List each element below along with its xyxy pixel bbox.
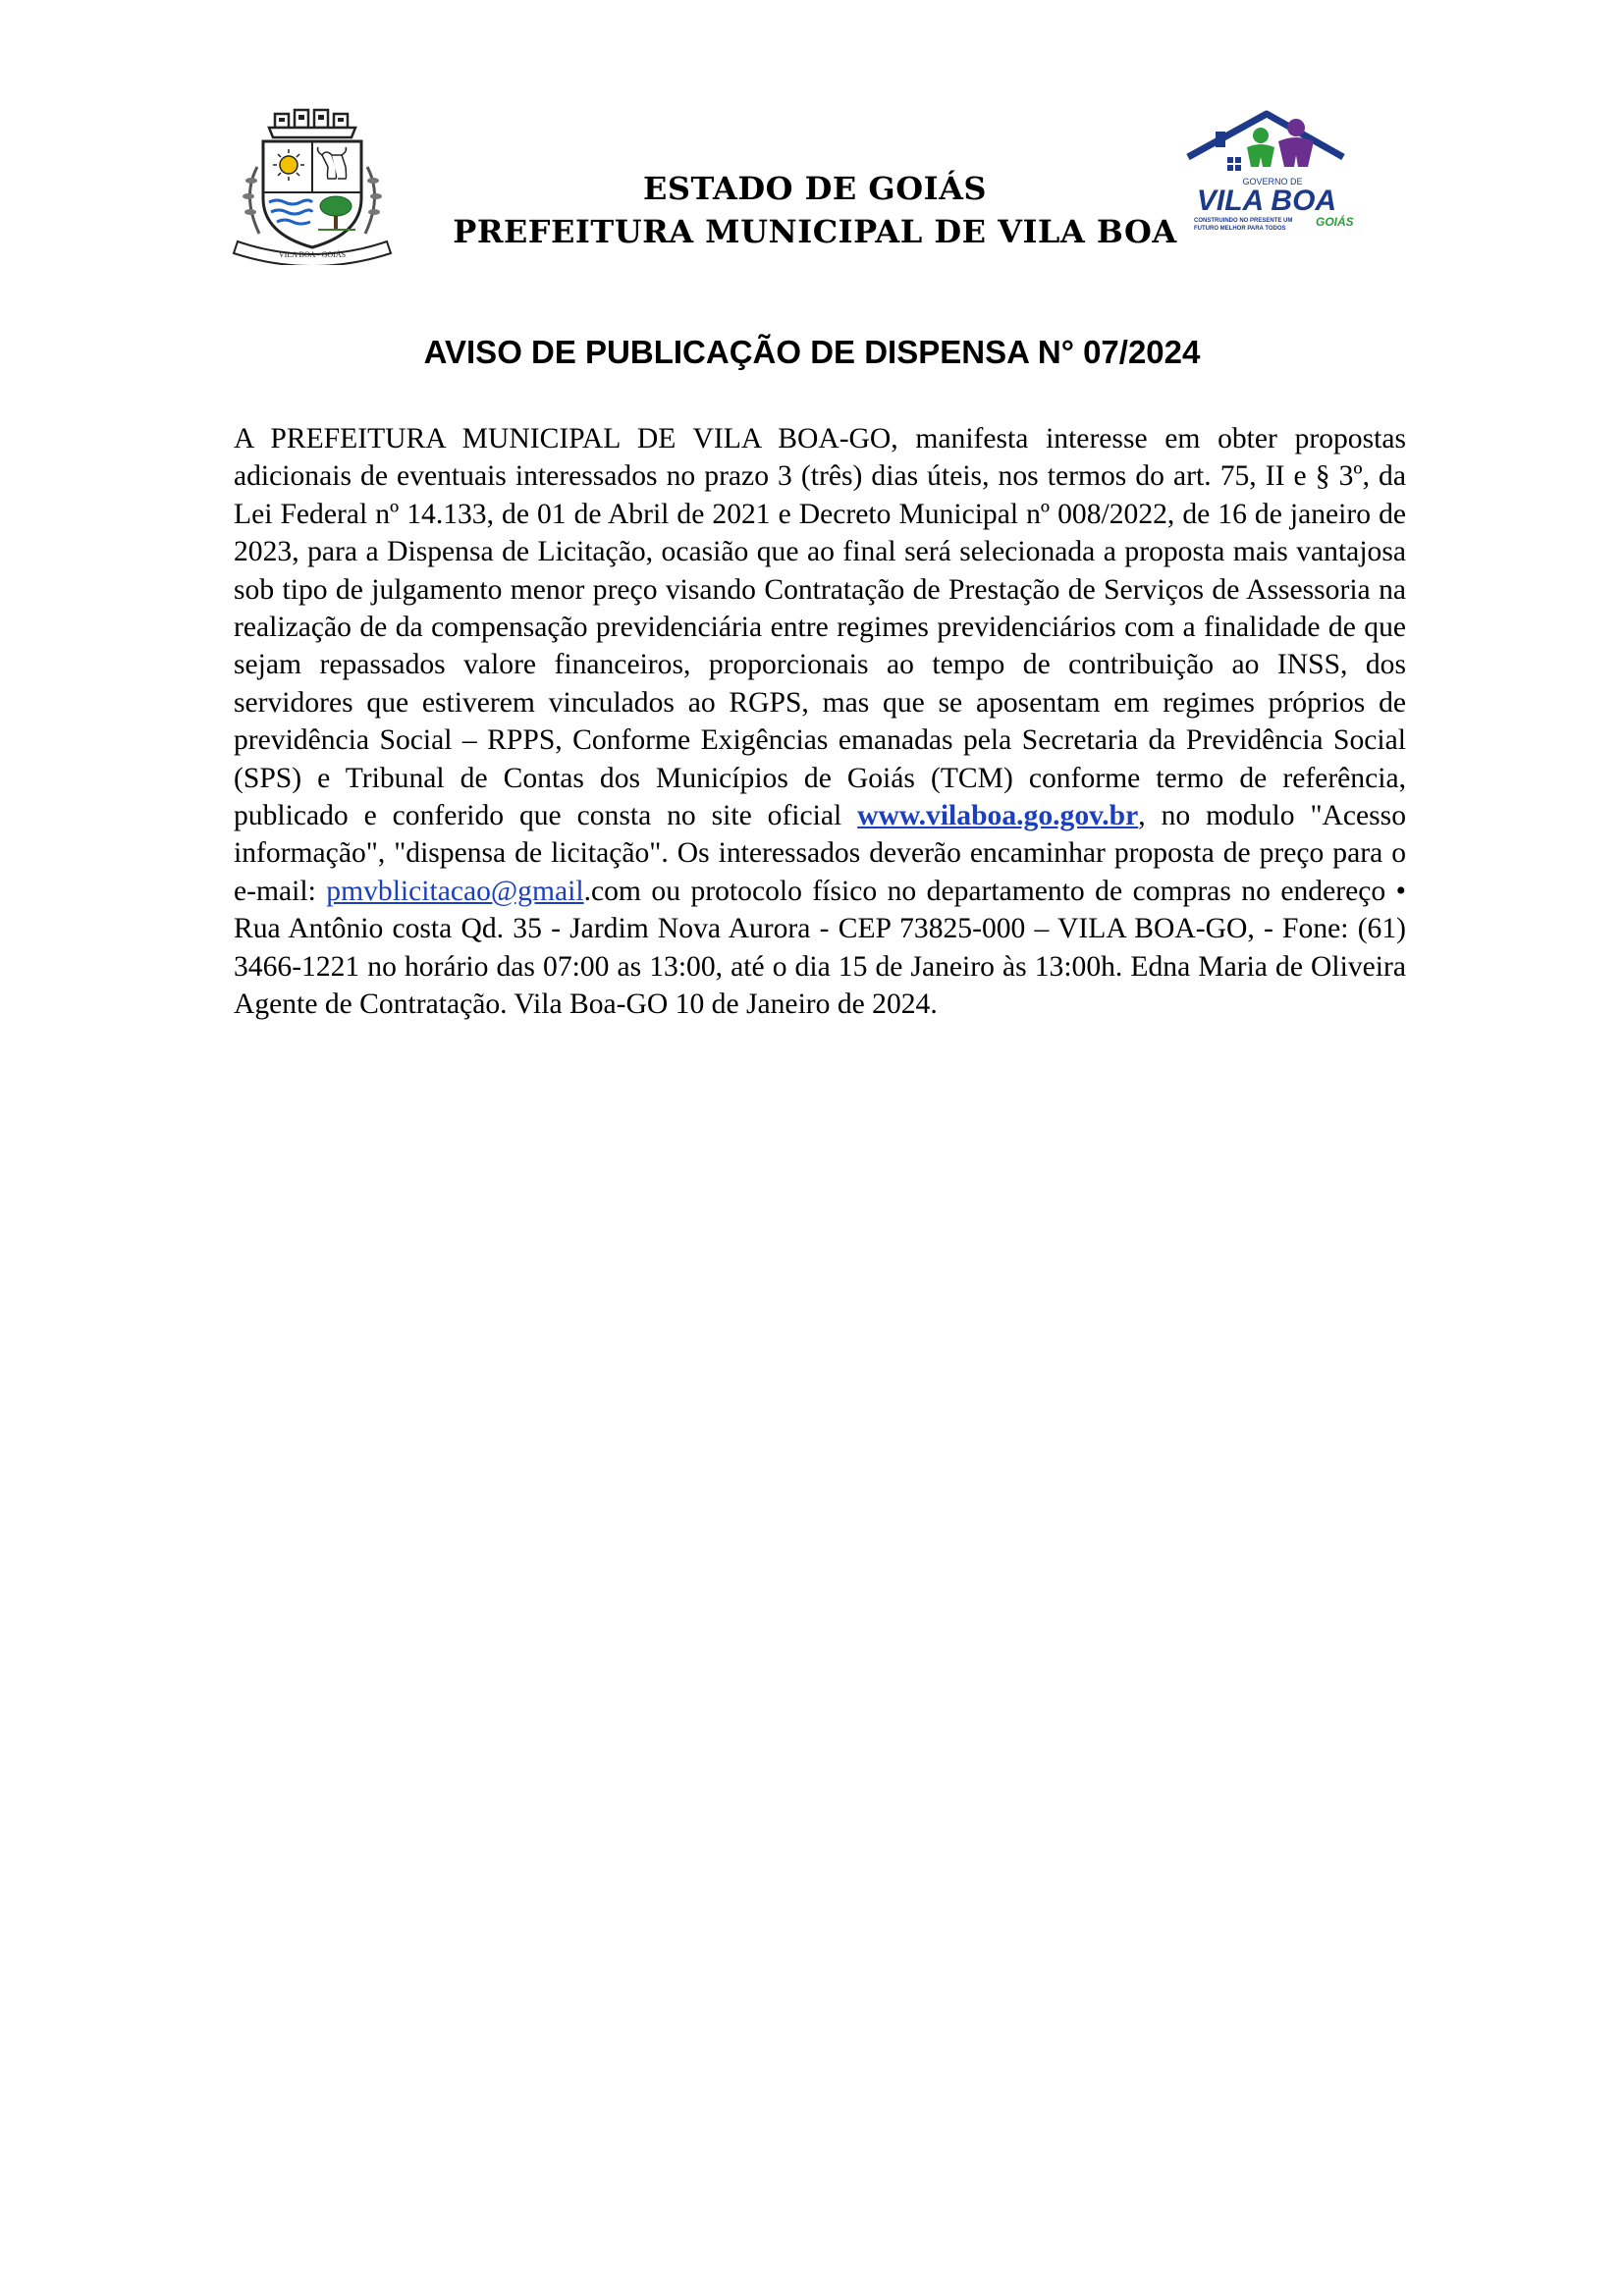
gov-logo-line2: VILA BOA bbox=[1196, 185, 1337, 217]
letterhead-titles bbox=[373, 167, 1257, 253]
notice-body-part1: A PREFEITURA MUNICIPAL DE VILA BOA-GO, manifesta interesse em obter propostas adicionais de eventuais interessados no prazo 3 (três) dias úteis, nos termos do art. 75, II e § 3º, da Lei Federal nº 14.133, de 01 de Abril de 2021 e Decreto Municipal nº 008/2022, de 16 de janeiro de 2023, para a Dispensa de Licitação, ocasião que ao final será selecionada a proposta mais vantajosa sob tipo de julgamento menor preço visando Contratação de Prestação de Serviços de Assessoria na realização de da compensação previdenciária entre regimes previdenciários com a finalidade de que sejam repassados valore financeiros, proporcionais ao tempo de contribuição ao INSS, dos servidores que estiverem vinculados ao RGPS, mas que se aposentam em regimes próprios de previdência Social – RPPS, Conforme Exigências emanadas pela Secretaria da Previdência Social (SPS) e Tribunal de Contas dos Municípios de Goiás (TCM) conforme termo de referência, publicado e conferido que consta no site oficial bbox=[234, 423, 1406, 832]
gov-logo-line1: GOVERNO DE bbox=[1242, 177, 1303, 187]
email-link[interactable]: pmvblicitacao@gmail bbox=[326, 875, 584, 907]
letterhead bbox=[0, 0, 1624, 294]
gov-logo-tagline1: CONSTRUINDO NO PRESENTE UM bbox=[1194, 218, 1293, 224]
coat-of-arms-ribbon-text: VILA BOA - GOIÁS bbox=[278, 250, 347, 259]
gov-logo-tagline2: FUTURO MELHOR PARA TODOS bbox=[1194, 226, 1286, 232]
state-name: ESTADO DE GOIÁS bbox=[642, 170, 988, 207]
municipality-name: PREFEITURA MUNICIPAL DE VILA BOA bbox=[453, 213, 1177, 250]
governo-vila-boa-logo-icon bbox=[1168, 106, 1365, 243]
notice-body-part2: , no modulo "Acesso informação", "dispensa de licitação". Os interessados deverão encaminhar proposta de preço para o e-mail: bbox=[234, 800, 1406, 907]
notice-title: AVISO DE PUBLICAÇÃO DE DISPENSA N° 07/2024 bbox=[423, 334, 1201, 370]
notice-body bbox=[234, 420, 1406, 1024]
website-link[interactable]: www.vilaboa.go.gov.br bbox=[857, 800, 1139, 832]
notice-body-part3: .com ou protocolo físico no departamento de compras no endereço • Rua Antônio costa Qd. 35 - Jardim Nova Aurora - CEP 73825-000 – VILA BOA-GO, - Fone: (61) 3466-1221 no horário das 07:00 as 13:00, até o dia 15 de Janeiro às 13:00h. Edna Maria de Oliveira Agente de Contratação. Vila Boa-GO 10 de Janeiro de 2024. bbox=[234, 875, 1406, 1021]
gov-logo-line3: GOIÁS bbox=[1316, 215, 1354, 229]
